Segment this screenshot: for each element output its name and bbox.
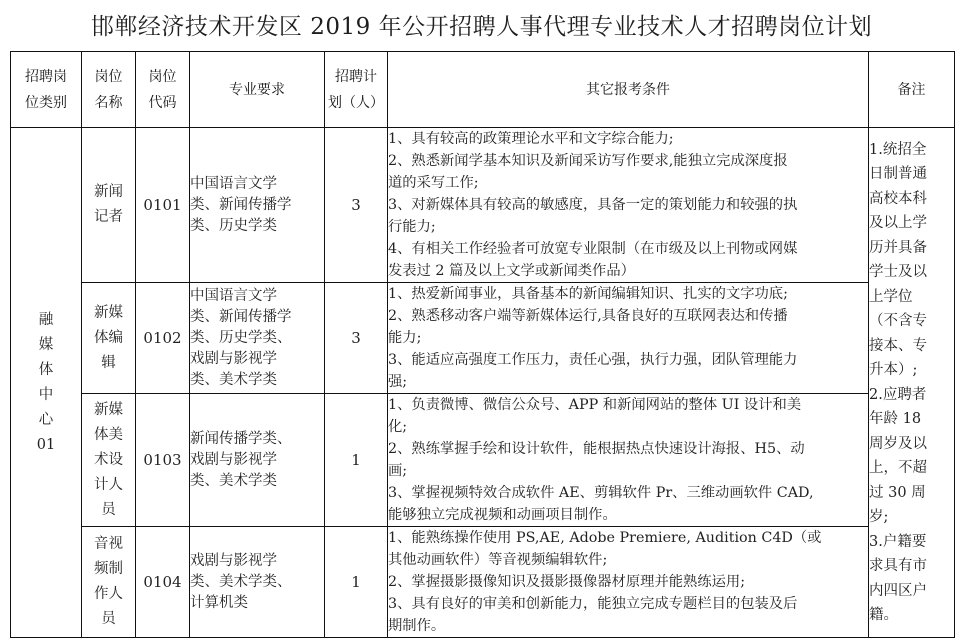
table-row: [11, 394, 955, 527]
position-code: 0104: [136, 527, 190, 638]
position-name: 新媒 体编 辑: [82, 283, 136, 394]
category-cell: 融 媒 体 中 心 01: [11, 128, 82, 638]
recruitment-plan-table: [10, 51, 955, 638]
notes-cell: 1.统招全 日制普通 高校本科 及以上学 历并具备 学士及以 上学位 （不含专 接本、专 升本）; 2.应聘者 年龄 18 周岁及以 上，不超 过 30 周 岁; 3.户籍要 求具有市 内四区户 籍。: [869, 128, 955, 638]
table-row: [11, 527, 955, 638]
major-requirement: 新闻传播学类、 戏剧与影视学 类、美术学类: [190, 394, 325, 527]
other-conditions: 1、负责微博、微信公众号、APP 和新闻网站的整体 UI 设计和美 化; 2、熟练掌握手绘和设计软件，能根据热点快速设计海报、H5、动 画; 3、掌握视频特效合成软件 AE、剪辑软件 Pr、三维动画软件 CAD, 能够独立完成视频和动画项目制作。: [388, 394, 869, 527]
position-name: 新闻 记者: [82, 128, 136, 283]
major-requirement: 中国语言文学 类、新闻传播学 类、历史学类: [190, 128, 325, 283]
header-position-code: 岗位 代码: [136, 52, 190, 128]
position-name: 新媒 体美 术设 计人 员: [82, 394, 136, 527]
header-category: 招聘岗 位类别: [11, 52, 82, 128]
table-row: [11, 128, 955, 283]
other-conditions: 1、能熟练操作使用 PS,AE, Adobe Premiere, Audition C4D（或 其他动画软件）等音视频编辑软件; 2、掌握摄影摄像知识及摄影摄像器材原理并能熟练运用; 3、具有良好的审美和创新能力，能独立完成专题栏目的包装及后 期制作。: [388, 527, 869, 638]
header-major: 专业要求: [190, 52, 325, 128]
major-requirement: 中国语言文学 类、新闻传播学 类、历史学类、 戏剧与影视学 类、美术学类: [190, 283, 325, 394]
other-conditions: 1、热爱新闻事业，具备基本的新闻编辑知识、扎实的文字功底; 2、熟悉移动客户端等新媒体运行,具备良好的互联网表达和传播 能力; 3、能适应高强度工作压力，责任心强，执行力强，团队管理能力 强;: [388, 283, 869, 394]
other-conditions: 1、具有较高的政策理论水平和文字综合能力; 2、熟悉新闻学基本知识及新闻采访写作要求,能独立完成深度报 道的采写工作; 3、对新媒体具有较高的敏感度，具备一定的策划能力和较强的执 行能力; 4、有相关工作经验者可放宽专业限制（在市级及以上刊物或网媒 发表过 2 篇及以上文学或新闻类作品）: [388, 128, 869, 283]
position-code: 0103: [136, 394, 190, 527]
header-row: [11, 52, 955, 128]
recruit-count: 1: [325, 527, 388, 638]
major-requirement: 戏剧与影视学 类、美术学类、 计算机类: [190, 527, 325, 638]
header-conditions: 其它报考条件: [388, 52, 869, 128]
position-code: 0102: [136, 283, 190, 394]
position-code: 0101: [136, 128, 190, 283]
recruit-count: 1: [325, 394, 388, 527]
recruit-count: 3: [325, 283, 388, 394]
header-count: 招聘计 划（人）: [325, 52, 388, 128]
table-row: [11, 283, 955, 394]
position-name: 音视 频制 作人 员: [82, 527, 136, 638]
page-title: 邯郸经济技术开发区 2019 年公开招聘人事代理专业技术人才招聘岗位计划: [90, 14, 873, 40]
header-notes: 备注: [869, 52, 955, 128]
header-position-name: 岗位 名称: [82, 52, 136, 128]
recruit-count: 3: [325, 128, 388, 283]
